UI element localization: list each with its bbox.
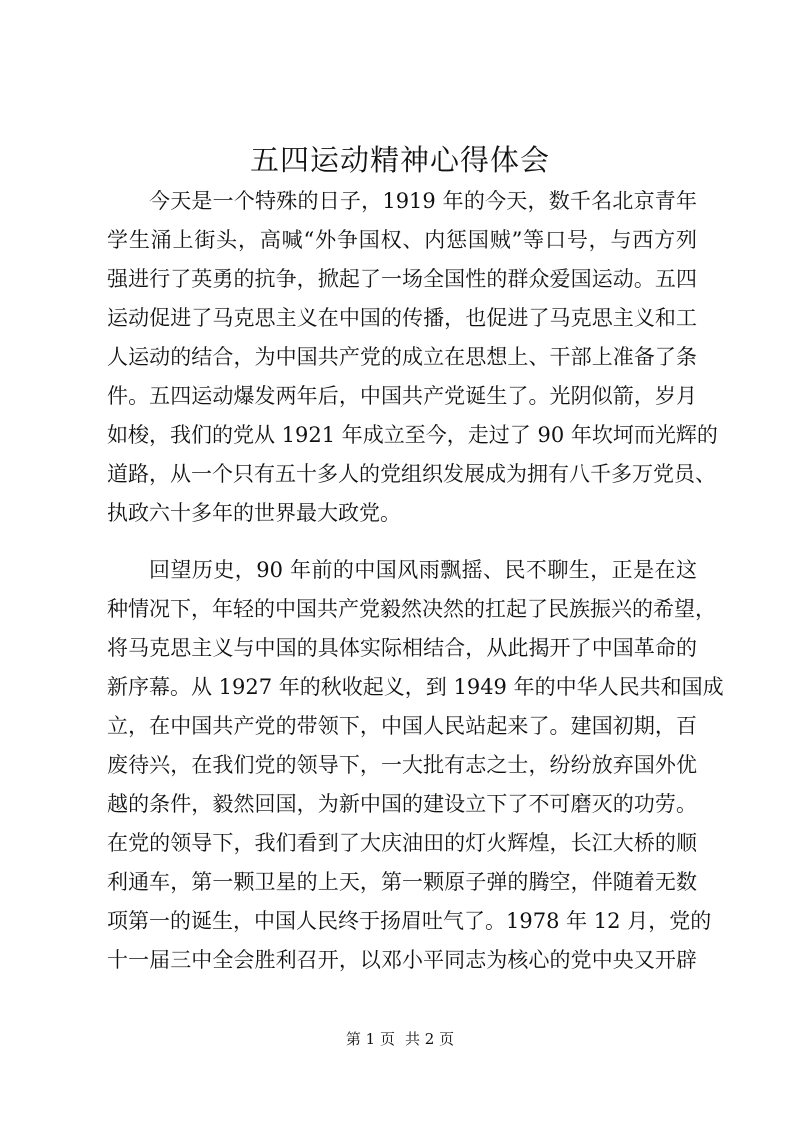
paragraph-2-line-2: 种情况下，年轻的中国共产党毅然决然的扛起了民族振兴的希望，: [107, 597, 716, 621]
page-footer: [0, 1028, 800, 1050]
paragraph-1-line-6: 件。五四运动爆发两年后，中国共产党诞生了。光阴似箭，岁月: [107, 384, 697, 408]
page-total: 共 2 页: [405, 1030, 455, 1048]
paragraph-1-line-1: 今天是一个特殊的日子，1919 年的今天，数千名北京青年: [149, 189, 697, 213]
paragraph-1-line-7: 如梭，我们的党从 1921 年成立至今，走过了 90 年坎坷而光辉的: [107, 423, 718, 447]
paragraph-2-line-9: 利通车，第一颗卫星的上天，第一颗原子弹的腾空，伴随着无数: [107, 870, 697, 894]
paragraph-2-line-5: 立，在中国共产党的带领下，中国人民站起来了。建国初期，百: [107, 714, 697, 738]
paragraph-2-line-11: 十一届三中全会胜利召开，以邓小平同志为核心的党中央又开辟: [107, 948, 697, 972]
paragraph-2-line-7: 越的条件，毅然回国，为新中国的建设立下了不可磨灭的功劳。: [107, 792, 697, 816]
paragraph-1-line-3: 强进行了英勇的抗争，掀起了一场全国性的群众爱国运动。五四: [107, 267, 697, 291]
paragraph-1-line-5: 人运动的结合，为中国共产党的成立在思想上、干部上准备了条: [107, 345, 697, 369]
paragraph-2-line-10: 项第一的诞生，中国人民终于扬眉吐气了。1978 年 12 月，党的: [107, 909, 712, 933]
paragraph-2-line-1: 回望历史，90 年前的中国风雨飘摇、民不聊生，正是在这: [149, 558, 697, 582]
paragraph-1-line-8: 道路，从一个只有五十多人的党组织发展成为拥有八千多万党员、: [107, 462, 716, 486]
page-number: 第 1 页: [345, 1030, 395, 1048]
paragraph-2-line-8: 在党的领导下，我们看到了大庆油田的灯火辉煌，长江大桥的顺: [107, 831, 697, 855]
document-title: 五四运动精神心得体会: [249, 143, 550, 177]
paragraph-1-line-9: 执政六十多年的世界最大政党。: [107, 501, 401, 525]
paragraph-2-line-4: 新序幕。从 1927 年的秋收起义，到 1949 年的中华人民共和国成: [107, 675, 724, 699]
paragraph-1-line-2: 学生涌上街头，高喊“外争国权、内惩国贼”等口号，与西方列: [107, 228, 697, 252]
paragraph-2-line-3: 将马克思主义与中国的具体实际相结合，从此揭开了中国革命的: [107, 636, 697, 660]
paragraph-2-line-6: 废待兴，在我们党的领导下，一大批有志之士，纷纷放弃国外优: [107, 753, 697, 777]
paragraph-1-line-4: 运动促进了马克思主义在中国的传播，也促进了马克思主义和工: [107, 306, 697, 330]
